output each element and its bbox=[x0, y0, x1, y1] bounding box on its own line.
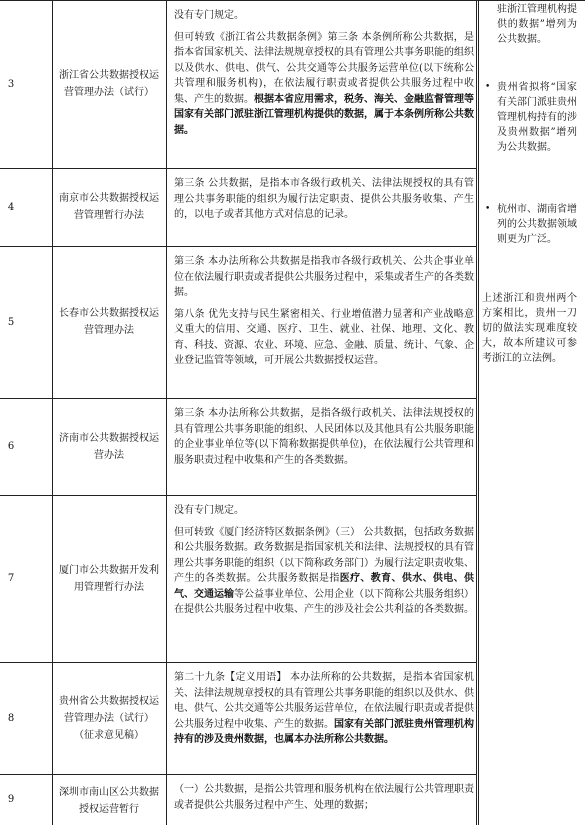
regulation-name: 浙江省公共数据授权运营管理办法（试行） bbox=[59, 70, 159, 98]
regulation-name: 济南市公共数据授权运营办法 bbox=[59, 432, 159, 461]
definition-text: 第二十九条【定义用语】 本办法所称的公共数据，是指本省国家机关、法律法规规章授权的具有管理公共事务职能的组织以及供水、供电、供气、公共交通等公共服务运营单位，在依法履行职责或者提供公共服务过程中收集、产生的数据。国家有关部门派驻贵州管理机构持有的涉及贵州数据，也属本办法所称公共数据。 bbox=[174, 672, 474, 745]
column-divider-3 bbox=[476, 0, 477, 825]
regulation-name: 长春市公共数据授权运营管理办法 bbox=[59, 308, 159, 336]
note-conclusion: 上述浙江和贵州两个方案相比，贵州一刀切的做法实现难度较大，故本所建议可参考浙江的立法例。 bbox=[482, 293, 577, 364]
regulation-name: 深圳市南山区公共数据授权运营暂行 bbox=[59, 787, 159, 815]
regulation-name: 厦门市公共数据开发利用管理暂行办法 bbox=[59, 564, 159, 593]
definition-text: 没有专门规定。 但可转致《厦门经济特区数据条例》（三） 公共数据，包括政务数据和公共服务数据。政务数据是指国家机关和法律、法规授权的具有管理公共事务职能的组织（以下简称政务部门）为履行法定职责收集、产生的各类数据。公共服务数据是指医疗、教育、供水、供电、供气、交通运输等公益事业单位、公用企业（以下简称公共服务组织）在提供公共服务过程中收集、产生的涉及社会公共利益的各类数据。 bbox=[174, 505, 475, 615]
definition-text: 第三条 本办法所称公共数据，是指各级行政机关、法律法规授权的具有管理公共事务职能的组织、人民团体以及其他具有公共服务职能的企业事业单位等(以下简称数据提供单位)，在依法履行公共管理和服务职责过程中收集和产生的各类数据。 bbox=[174, 408, 474, 466]
row-number: 3 bbox=[7, 78, 15, 90]
row-number: 9 bbox=[7, 794, 15, 805]
row-number: 5 bbox=[7, 316, 15, 328]
column-divider-4 bbox=[478, 0, 479, 825]
bullet-icon: • bbox=[485, 82, 491, 92]
regulation-name: 南京市公共数据授权运营管理暂行办法 bbox=[59, 193, 159, 221]
row-number: 7 bbox=[7, 573, 15, 584]
note-intro: 驻浙江管理机构提供的数据”增列为公共数据。 bbox=[497, 4, 577, 45]
row-number: 4 bbox=[7, 201, 15, 213]
regulation-name: 贵州省公共数据授权运营管理办法（试行）（征求意见稿） bbox=[59, 695, 159, 741]
bullet-icon: • bbox=[485, 204, 491, 214]
definition-text: 第三条 本办法所称公共数据是指我市各级行政机关、公共企事业单位在依法履行职责或者提供公共服务过程中，采集或者生产的各类数据。 第八条 优先支持与民生紧密相关、行业增值潜力显著和产业战略意义重大的信用、交通、医疗、卫生、就业、社保、地理、文化、教育、科技、资源、农业、环境、应急、金融、质量、统计、气象、企业登记监管等领域，可开展公共数据授权运营。 bbox=[174, 256, 474, 366]
row-divider bbox=[0, 774, 477, 775]
row-number: 8 bbox=[7, 712, 15, 724]
column-divider-2 bbox=[166, 0, 167, 825]
note-guizhou: 贵州省拟将“国家有关部门派驻贵州管理机构持有的涉及贵州数据”增列为公共数据。 bbox=[497, 82, 577, 153]
definition-text: 第三条 公共数据，是指本市各级行政机关、法律法规授权的具有管理公共事务职能的组织为履行法定职责、提供公共服务收集、产生的，以电子或者其他方式对信息的记录。 bbox=[174, 178, 474, 220]
row-number: 6 bbox=[7, 441, 15, 452]
definition-text: 没有专门规定。 但可转致《浙江省公共数据条例》第三条 本条例所称公共数据，是指本省国家机关、法律法规规章授权的具有管理公共事务职能的组织以及供水、供电、供气、公共交通等公共服务运营单位(以下统称公共管理和服务机构)，在依法履行职责或者提供公共服务过程中收集、产生的数据。根据本省应用需求，税务、海关、金融监督管理等国家有关部门派驻浙江管理机构提供的数据，属于本条例所称公共数据。 bbox=[174, 10, 474, 136]
note-hangzhou: 杭州市、湖南省增列的公共数据领域则更为广泛。 bbox=[497, 204, 577, 245]
definition-text: （一）公共数据，是指公共管理和服务机构在依法履行公共管理职责或者提供公共服务过程中产生、处理的数据； bbox=[174, 784, 474, 811]
